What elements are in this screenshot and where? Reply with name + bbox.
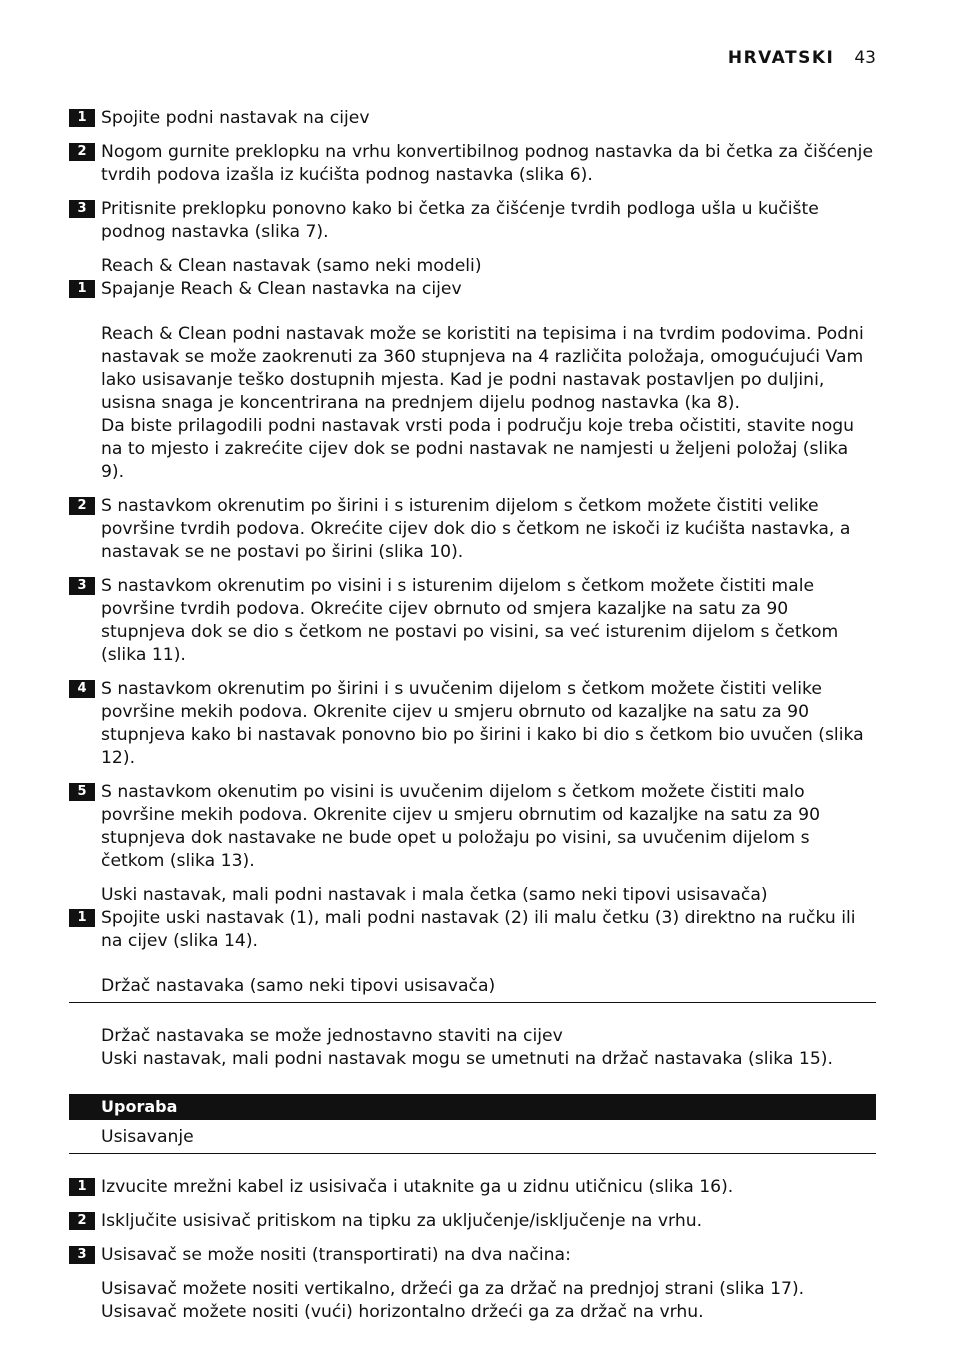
step-number-badge: 3 bbox=[69, 200, 95, 218]
language-label: HRVATSKI bbox=[727, 48, 835, 68]
paragraph: Da biste prilagodili podni nastavak vrsti poda i području koje treba očistiti, stavite nogu na to mjesto i zakrećite cijev dok se podni nastavak ne namjesti u željeni položaj (slika 9). bbox=[101, 416, 855, 482]
step-number-badge: 2 bbox=[69, 143, 95, 161]
section-divider bbox=[69, 1153, 876, 1154]
paragraph: Reach & Clean podni nastavak može se koristiti na tepisima i na tvrdim podovima. Podni nastavak se može zaokrenuti za 360 stupnjeva na 4 različita položaja, omogućujući Vam lako usisavanje teško dostupnih mjesta. Kad je podni nastavak postavljen po duljini, usisna snaga je koncentrirana na prednjem dijelu podnog nastavka (ka 8). bbox=[101, 324, 864, 413]
step-item bbox=[69, 198, 876, 244]
step-text: S nastavkom okenutim po visini is uvučenim dijelom s četkom možete čistiti malo površine mekih podova. Okrenite cijev u smjeru obrnutim od kazaljke na satu za 90 stupnjeva dok nastavake ne bude opet u položaju po visini, sa uvučenim dijelom s četkom (slika 13). bbox=[101, 782, 821, 871]
paragraph: Usisavač možete nositi vertikalno, držeći ga za držač na prednjoj strani (slika 17). bbox=[101, 1279, 805, 1299]
step-item bbox=[69, 1244, 876, 1267]
step-number-badge: 3 bbox=[69, 577, 95, 595]
step-text: S nastavkom okrenutim po širini i s isturenim dijelom s četkom možete čistiti velike površine tvrdih podova. Okrećite cijev dok dio s četkom ne iskoči iz kućišta nastavka, a nastavak se ne postavi po širini (slika 10). bbox=[101, 496, 851, 562]
step-item bbox=[69, 907, 876, 953]
paragraph: Držač nastavaka se može jednostavno staviti na cijev bbox=[101, 1026, 563, 1046]
step-text: S nastavkom okrenutim po širini i s uvučenim dijelom s četkom možete čistiti velike površine mekih podova. Okrenite cijev u smjeru obrnuto od kazaljke na satu za 90 stupnjeva kako bi nastavak ponovno bio po širini i kako bi dio s četkom bio uvučen (slika 12). bbox=[101, 679, 864, 768]
paragraph: Usisavač možete nositi (vući) horizontalno držeći ga za držač na vrhu. bbox=[101, 1302, 704, 1322]
step-number-badge: 3 bbox=[69, 1246, 95, 1264]
step-item bbox=[69, 1176, 876, 1199]
step-number-badge: 1 bbox=[69, 109, 95, 127]
step-text: Isključite usisivač pritiskom na tipku za uključenje/isključenje na vrhu. bbox=[101, 1211, 703, 1231]
subsection-heading: Usisavanje bbox=[101, 1127, 194, 1147]
step-item bbox=[69, 495, 876, 564]
step-item bbox=[69, 781, 876, 873]
drzac-heading: Držač nastavaka (samo neki tipovi usisavača) bbox=[101, 976, 496, 996]
step-text: Pritisnite preklopku ponovno kako bi četka za čišćenje tvrdih podloga ušla u kučište podnog nastavka (slika 7). bbox=[101, 199, 819, 242]
step-text: Izvucite mrežni kabel iz usisivača i utaknite ga u zidnu utičnicu (slika 16). bbox=[101, 1177, 734, 1197]
step-text: S nastavkom okrenutim po visini i s isturenim dijelom s četkom možete čistiti male površine tvrdih podova. Okrećite cijev obrnuto od smjera kazaljke na satu za 90 stupnjeva dok se dio s četkom ne postavi po visini, sa već isturenim dijelom s četkom (slika 11). bbox=[101, 576, 839, 665]
section-divider bbox=[69, 1002, 876, 1003]
reach-clean-heading: Reach & Clean nastavak (samo neki modeli) bbox=[101, 256, 482, 276]
step-item bbox=[69, 575, 876, 667]
step-item bbox=[69, 278, 876, 301]
step-number-badge: 2 bbox=[69, 497, 95, 515]
step-number-badge: 2 bbox=[69, 1212, 95, 1230]
step-text: Nogom gurnite preklopku na vrhu konvertibilnog podnog nastavka da bi četka za čišćenje tvrdih podova izašla iz kućišta podnog nastavka (slika 6). bbox=[101, 142, 874, 185]
step-text: Usisavač se može nositi (transportirati) na dva načina: bbox=[101, 1245, 571, 1265]
page-number: 43 bbox=[854, 48, 876, 68]
step-item bbox=[69, 1210, 876, 1233]
page-content bbox=[69, 107, 876, 1324]
step-text: Spojite uski nastavak (1), mali podni nastavak (2) ili malu četku (3) direktno na ručku ili na cijev (slika 14). bbox=[101, 908, 856, 951]
uski-heading: Uski nastavak, mali podni nastavak i mala četka (samo neki tipovi usisavača) bbox=[101, 885, 768, 905]
step-text: Spajanje Reach & Clean nastavka na cijev bbox=[101, 279, 462, 299]
page-header bbox=[728, 48, 876, 68]
section-title-bar: Uporaba bbox=[69, 1094, 876, 1120]
step-item bbox=[69, 678, 876, 770]
step-item bbox=[69, 141, 876, 187]
step-text: Spojite podni nastavak na cijev bbox=[101, 108, 370, 128]
paragraph: Uski nastavak, mali podni nastavak mogu se umetnuti na držač nastavaka (slika 15). bbox=[101, 1049, 833, 1069]
step-number-badge: 1 bbox=[69, 1178, 95, 1196]
step-number-badge: 4 bbox=[69, 680, 95, 698]
step-number-badge: 5 bbox=[69, 783, 95, 801]
step-number-badge: 1 bbox=[69, 280, 95, 298]
step-item bbox=[69, 107, 876, 130]
step-number-badge: 1 bbox=[69, 909, 95, 927]
